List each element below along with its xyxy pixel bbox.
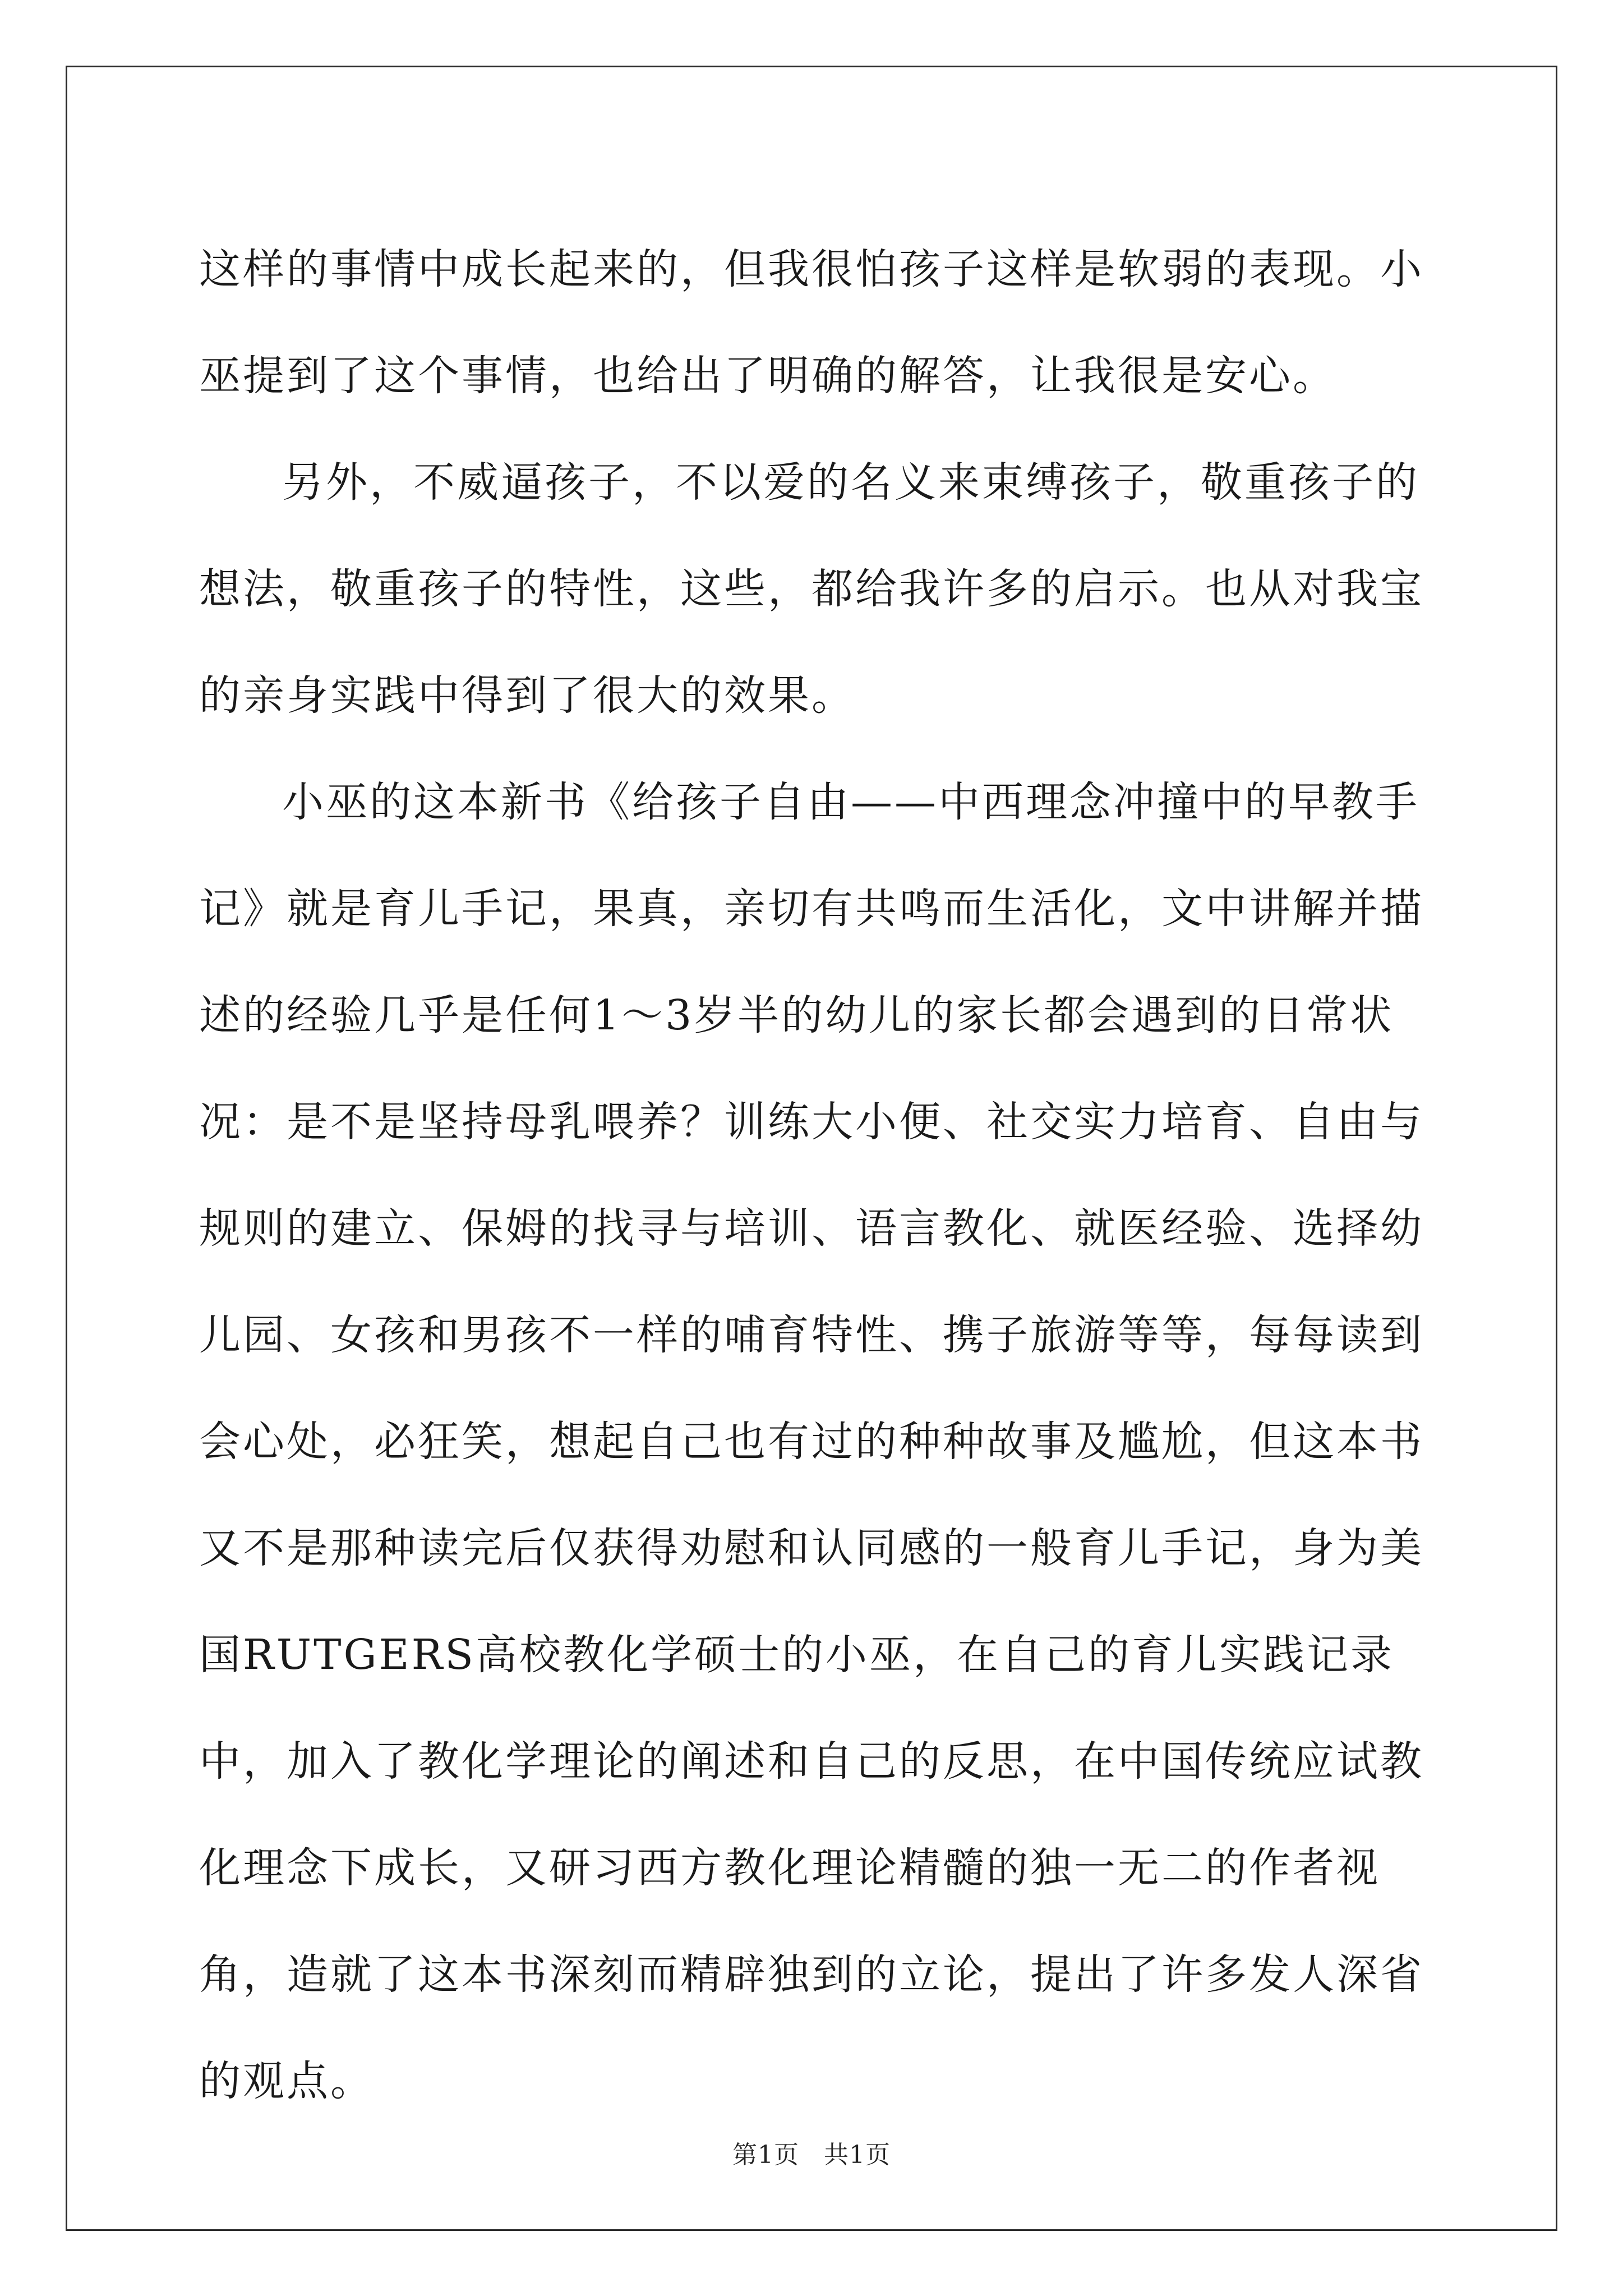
document-body <box>199 216 1433 2134</box>
paragraph-second: 另外，不威逼孩子，不以爱的名义来束缚孩子，敬重孩子的想法，敬重孩子的特性，这些，都给我许多的启示。也从对我宝的亲身实践中得到了很大的效果。 <box>199 458 1424 720</box>
page-number: 第1页 <box>732 2141 799 2169</box>
page-total: 共1页 <box>824 2141 891 2169</box>
paragraph-continuation: 这样的事情中成长起来的，但我很怕孩子这样是软弱的表现。小巫提到了这个事情，也给出了明确的解答，让我很是安心。 <box>199 245 1424 400</box>
page-footer <box>0 2134 1623 2170</box>
paragraph-third: 小巫的这本新书《给孩子自由——中西理念冲撞中的早教手记》就是育儿手记，果真，亲切有共鸣而生活化，文中讲解并描述的经验几乎是任何1～3岁半的幼儿的家长都会遇到的日常状况：是不是坚持母乳喂养？训练大小便、社交实力培育、自由与规则的建立、保姆的找寻与培训、语言教化、就医经验、选择幼儿园、女孩和男孩不一样的哺育特性、携子旅游等等，每每读到会心处，必狂笑，想起自己也有过的种种故事及尴尬，但这本书又不是那种读完后仅获得劝慰和认同感的一般育儿手记，身为美国RUTGERS高校教化学硕士的小巫，在自己的育儿实践记录中，加入了教化学理论的阐述和自己的反思，在中国传统应试教化理念下成长，又研习西方教化理论精髓的独一无二的作者视角，造就了这本书深刻而精辟独到的立论，提出了许多发人深省的观点。 <box>199 778 1424 2105</box>
